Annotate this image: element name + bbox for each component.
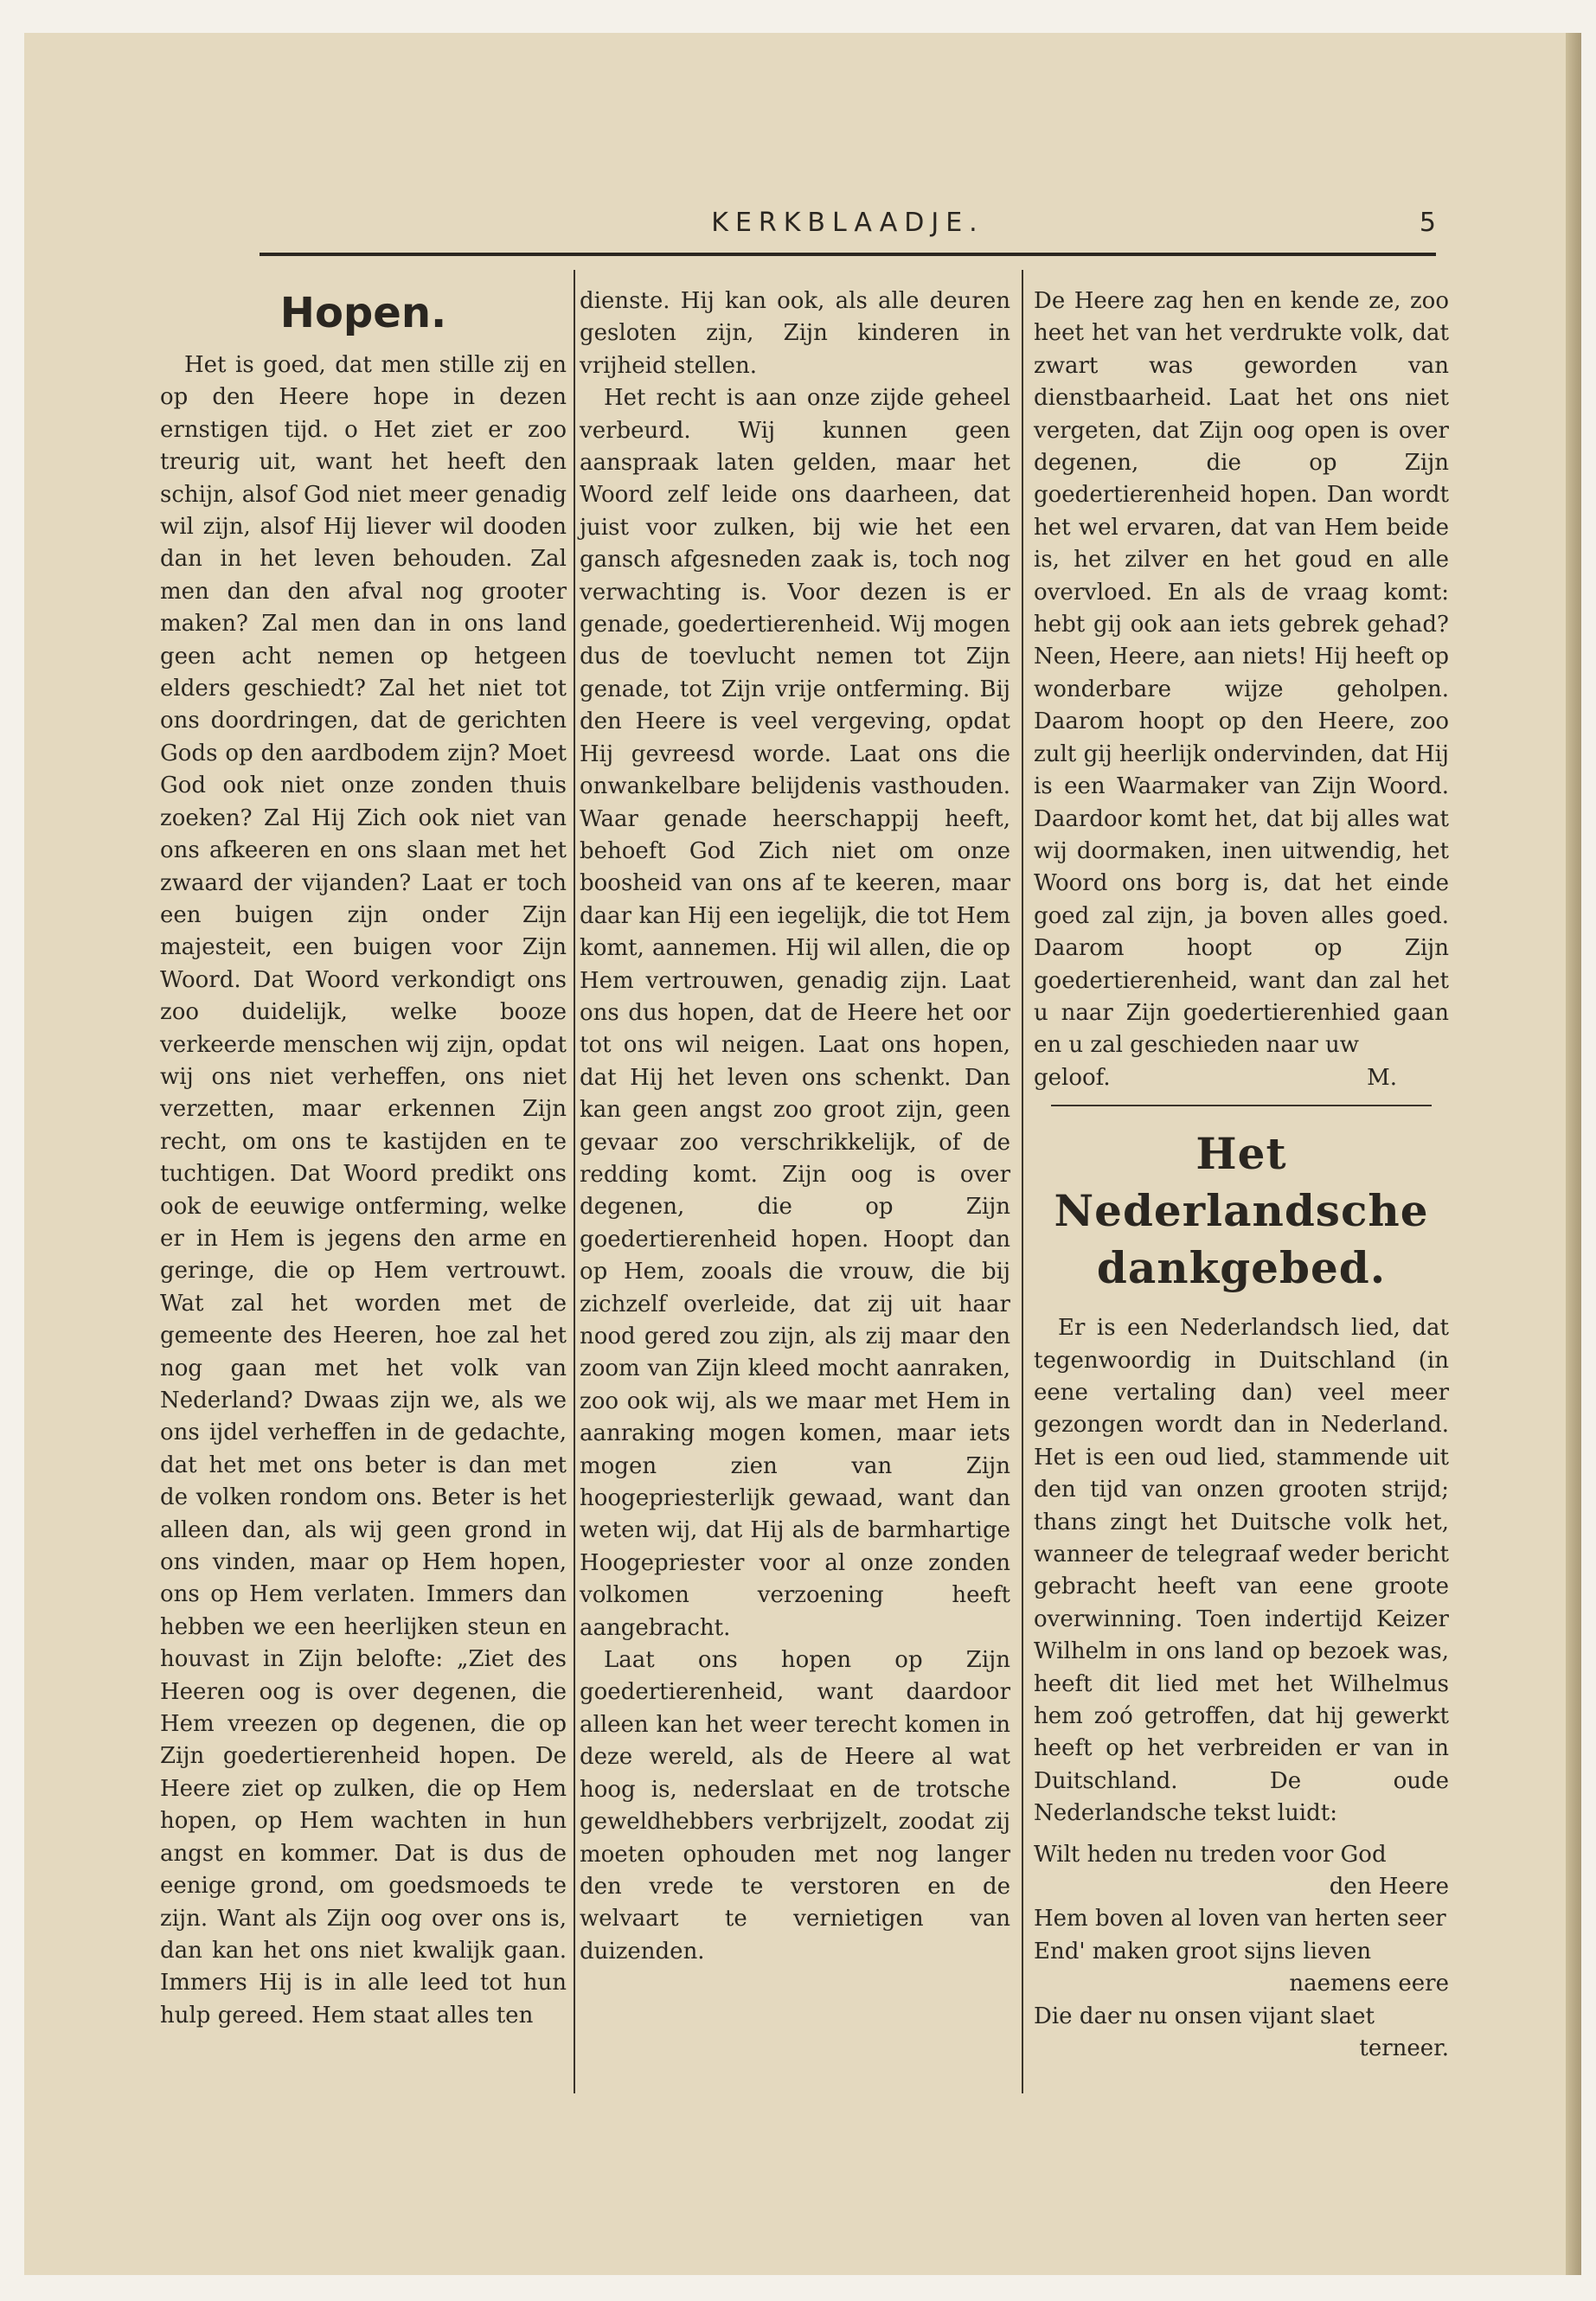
article-paragraph: Het recht is aan onze zijde geheel verbeurd. Wij kunnen geen aanspraak laten gelden, maar het Woord zelf leide ons daarheen, dat juist voor zulken, bij wie het een gansch afgesneden zaak is, toch nog verwachting is. Voor dezen is er genade, goedertierenheid. Wij mogen dus de toevlucht nemen tot Zijn genade, tot Zijn vrije ontferming. Bij den Heere is veel vergeving, opdat Hij gevreesd worde. Laat ons die onwankelbare belijdenis vasthouden. Waar genade heerschappij heeft, behoeft God Zich niet om onze boosheid van ons af te keeren, maar daar kan Hij een iegelijk, die tot Hem komt, aannemen. Hij wil allen, die op Hem vertrouwen, genadig zijn. Laat ons dus hopen, dat de Heere het oor tot ons wil neigen. Laat ons hopen, dat Hij het leven ons schenkt. Dan kan geen angst zoo groot zijn, geen gevaar zoo verschrikkelijk, of de redding komt. Zijn oog is over degenen, die op Zijn goedertierenheid hopen. Hoopt dan op Hem, zooals die vrouw, die bij zichzelf overleide, dat zij uit haar nood gered zou zijn, als zij maar den zoom van Zijn kleed mocht aanraken, zoo ook wij, als we maar met Hem in aanraking mogen komen, maar iets mogen zien van Zijn hoogepriesterlijk gewaad, want dan weten wij, dat Hij als de barmhartige Hoogepriester voor al onze zonden volkomen verzoening heeft aangebracht. [580,385,1010,1641]
article-paragraph: De Heere zag hen en kende ze, zoo heet het van het verdrukte volk, dat zwart was geworden van dienstbaarheid. Laat het ons niet vergeten, dat Zijn oog open is over degenen, die op Zijn goedertierenheid hopen. Dan wordt het wel ervaren, dat van Hem beide is, het zilver en het goud en alle overvloed. En als de vraag komt: hebt gij ook aan iets gebrek gehad? Neen, Heere, aan niets! Hij heeft op wonderbare wijze geholpen. Daarom hoopt op den Heere, zoo zult gij heerlijk ondervinden, dat Hij is een Waarmaker van Zijn Woord. Daardoor komt het, dat bij alles wat wij doormaken, inen uitwendig, het Woord ons borg is, dat het einde goed zal zijn, ja boven alles goed. Daarom hoopt op Zijn goedertierenheid, want dan zal het u naar Zijn goedertierenhied gaan en u zal geschieden naar uw [1034,288,1449,1059]
column-divider [574,270,575,2093]
poem-line: Hem boven al loven van herten seer [1034,1906,1446,1932]
section-title [1034,1125,1449,1297]
article-paragraph: dienste. Hij kan ook, als alle deuren gesloten zijn, Zijn kinderen in vrijheid stellen. [580,288,1010,379]
section-title-line: dankgebed. [1096,1242,1387,1294]
page-number: 5 [1419,208,1436,238]
poem-line: Wilt heden nu treden voor God [1034,1841,1387,1868]
closing-word: geloof. [1034,1064,1111,1091]
column-1 [160,285,567,2032]
column-divider [1022,270,1023,2093]
article-paragraph: Het is goed, dat men stille zij en op den Heere hope in dezen ernstigen tijd. o Het ziet er zoo treurig uit, want het heeft den schijn, alsof God niet meer genadig wil zijn, alsof Hij liever wil dooden dan in het leven behouden. Zal men dan den afval nog grooter maken? Zal men dan in ons land geen acht nemen op hetgeen elders geschiedt? Zal het niet tot ons doordringen, dat de gerichten Gods op den aardbodem zijn? Moet God ook niet onze zonden thuis zoeken? Zal Hij Zich ook niet van ons afkeeren en ons slaan met het zwaard der vijanden? Laat er toch een buigen zijn onder Zijn majesteit, een buigen voor Zijn Woord. Dat Woord verkondigt ons zoo duidelijk, welke booze verkeerde menschen wij zijn, opdat wij ons niet verheffen, ons niet verzetten, maar erkennen Zijn recht, om ons te kastijden en te tuchtigen. Dat Woord predikt ons ook de eeuwige ontferming, welke er in Hem is jegens den arme en geringe, die op Hem vertrouwt. Wat zal het worden met de gemeente des Heeren, hoe zal het nog gaan met het volk van Nederland? Dwaas zijn we, als we ons ijdel verheffen in de gedachte, dat het met ons beter is dan met de volken rondom ons. Beter is het alleen dan, als wij geen grond in ons vinden, maar op Hem hopen, ons op Hem verlaten. Immers dan hebben we een heerlijken steun en houvast in Zijn belofte: „Ziet des Heeren oog is over degenen, die Hem vreezen op degenen, die op Zijn goedertierenheid hopen. De Heere ziet op zulken, die op Hem hopen, op Hem wachten in hun angst en kommer. Dat is dus de eenige grond, om goedsmoeds te zijn. Want als Zijn oog over ons is, dan kan het ons niet kwalijk gaan. Immers Hij is in alle leed tot hun hulp gereed. Hem staat alles ten [160,352,567,2029]
poem-line: End' maken groot sijns lieven [1034,1938,1372,1965]
closing-line [1034,1062,1449,1094]
poem [1034,1839,1449,2066]
poem-line: naemens eere [1289,1971,1449,1997]
section-title-line: Het Nederlandsche [1054,1128,1429,1237]
publication-title: KERKBLAADJE. [711,208,984,238]
poem-line: den Heere [1329,1874,1449,1900]
header-rule [260,253,1436,256]
article-title: Hopen. [279,289,447,337]
column-2 [580,285,1010,1968]
poem-line: terneer. [1359,2035,1449,2062]
section-paragraph: Er is een Nederlandsch lied, dat tegenwoordig in Duitschland (in eene vertaling dan) veel meer gezongen wordt dan in Nederland. Het is een oud lied, stammende uit den tijd van onzen grooten strijd; thans zingt het Duitsche volk het, wanneer de telegraaf weder bericht gebracht heeft van eene groote overwinning. Toen indertijd Keizer Wilhelm in ons land op bezoek was, heeft dit lied met het Wilhelmus hem zoó getroffen, dat hij gewerkt heeft op het verbreiden er van in Duitschland. De oude Nederlandsche tekst luidt: [1034,1315,1449,1827]
page-edge [1566,33,1581,2275]
article-paragraph: Laat ons hopen op Zijn goedertierenheid, want daardoor alleen kan het weer terecht komen in deze wereld, als de Heere al wat hoog is, nederslaat en de trotsche geweldhebbers verbrijzelt, zoodat zij moeten ophouden met nog langer den vrede te verstoren en de welvaart te vernietigen van duizenden. [580,1647,1010,1965]
column-3 [1034,285,1449,2066]
poem-line: Die daer nu onsen vijant slaet [1034,2003,1375,2029]
author-signature: M. [1367,1064,1397,1091]
section-separator [1051,1105,1432,1106]
page-header [260,208,1436,260]
